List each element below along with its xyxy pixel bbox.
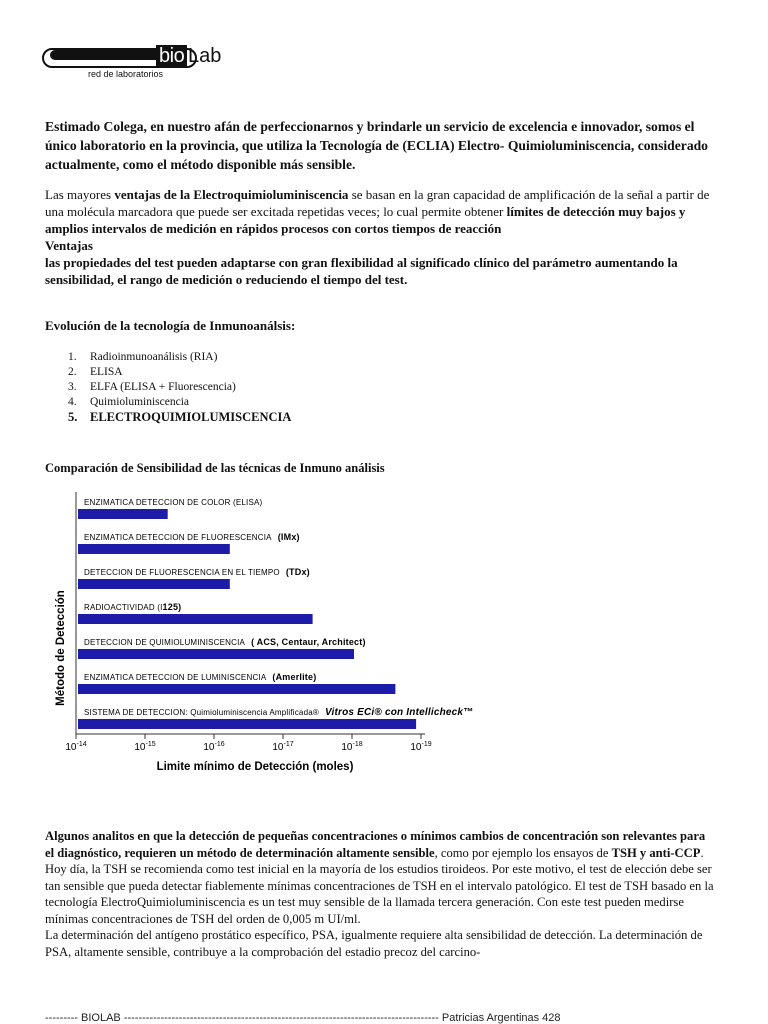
p2-text-1: , como por ejemplo los ensayos de — [434, 845, 612, 860]
bar — [78, 614, 313, 624]
x-tick-label: $10^{-16}$ — [203, 741, 225, 753]
x-tick-label: $10^{-15}$ — [134, 741, 156, 753]
logo-subtitle: red de laboratorios — [88, 69, 164, 79]
evolution-heading: Evolución de la tecnología de Inmunoanálsis: — [45, 318, 296, 333]
p2-text-3: La determinación del antígeno prostático específico, PSA, igualmente requiere alta sensibilidad de detección. La determinación de PSA, altamente sensible, contribuye a la comprobación del estadio precoz del carcino- — [45, 928, 703, 959]
p1-text-2: se basan en la gran capacidad de amplificación de la señal a partir de una molécula marcadora que puede ser excitada repetidas veces; lo cual permite obtener — [45, 187, 710, 219]
sensitivity-chart — [50, 488, 530, 778]
list-item: 1. Radioinmunoanálisis (RIA) — [68, 351, 218, 363]
biolab-logo — [42, 44, 242, 84]
list-item: 5. ELECTROQUIMIOLUMISCENCIA — [68, 410, 292, 424]
bar-category-label: DETECCION DE FLUORESCENCIA EN EL TIEMPO (TDx) — [84, 567, 310, 577]
x-tick-label: $10^{-19}$ — [410, 741, 432, 753]
page-footer: --------- BIOLAB -------------------------------------------------------------------------------------- Patricias Argentinas 428 — [45, 1012, 561, 1024]
logo-bio-text: bio — [156, 45, 187, 67]
advantages-paragraph — [45, 186, 715, 288]
bar — [78, 649, 354, 659]
bar-category-label: ENZIMATICA DETECCION DE LUMINISCENCIA (Amerlite) — [84, 672, 317, 682]
bar — [78, 684, 395, 694]
bar — [78, 544, 230, 554]
bar-category-label: RADIOACTIVIDAD (I125) — [84, 602, 182, 612]
p1-text-1: Las mayores — [45, 187, 115, 202]
bar-category-label: ENZIMATICA DETECCION DE FLUORESCENCIA (IMx) — [84, 532, 300, 542]
p2-text-2: . Hoy día, la TSH se recomienda como test inicial en la mayoría de los estudios tiroideos. Por este motivo, el test de elección debe ser tan sensible que pueda detectar fiablemente mínimas concentraciones de TSH en el intervalo patológico. El test de TSH basado en la tecnología ElectroQuimioluminiscencia es un test muy sensible de la llamada tercera generación. Con este test pueden medirse mínimas concentraciones de TSH del orden de 0,005 m UI/ml. — [45, 845, 714, 926]
p1-bold-2: límites de detección muy bajos y amplios intervalos de medición en rápidos procesos con cortos tiempos de reacción — [45, 204, 686, 236]
x-axis-label: Limite mínimo de Detección (moles) — [156, 761, 354, 773]
bar-category-label: SISTEMA DE DETECCION: Quimioluminiscencia Amplificada® Vitros ECi® con Intellicheck™ — [84, 707, 474, 718]
x-tick-label: $10^{-17}$ — [272, 741, 294, 753]
p2-bold-2: TSH y anti-CCP — [611, 845, 701, 860]
bar-category-label: ENZIMATICA DETECCION DE COLOR (ELISA) — [84, 498, 263, 507]
bar-category-label: DETECCION DE QUIMIOLUMINISCENCIA ( ACS, Centaur, Architect) — [84, 637, 366, 647]
bar — [78, 579, 230, 589]
list-item: 4. Quimioluminiscencia — [68, 396, 190, 408]
bar — [78, 509, 168, 519]
analytes-paragraph — [45, 828, 715, 960]
bar — [78, 719, 416, 729]
p1-bold-1: ventajas de la Electroquimioluminiscencia — [114, 187, 349, 202]
logo-lab-text: Lab — [188, 45, 222, 67]
p2-bold-1: Algunos analitos en que la detección de pequeñas concentraciones o mínimos cambios de concentración son relevantes para el diagnóstico, requieren un método de determinación altamente sensible — [45, 829, 706, 860]
x-tick-label: $10^{-14}$ — [65, 741, 87, 753]
intro-paragraph: Estimado Colega, en nuestro afán de perfeccionarnos y brindarle un servicio de excelencia e innovador, somos el único laboratorio en la provincia, que utiliza la Tecnología de (ECLIA) Electro- Quimioluminiscencia, considerado actualmente, como el método disponible más sensible. — [45, 119, 708, 172]
comparison-heading: Comparación de Sensibilidad de las técnicas de Inmuno análisis — [45, 461, 385, 475]
list-item: 2. ELISA — [68, 366, 123, 378]
p1-bold-4: las propiedades del test pueden adaptarse con gran flexibilidad al significado clínico del parámetro aumentando la sensibilidad, el rango de medición o reduciendo el tiempo del test. — [45, 255, 678, 287]
advantages-label: Ventajas — [45, 238, 93, 253]
x-tick-label: $10^{-18}$ — [341, 741, 363, 753]
list-item: 3. ELFA (ELISA + Fluorescencia) — [68, 381, 236, 393]
technique-list — [68, 350, 291, 425]
y-axis-label: Método de Detección — [55, 590, 67, 706]
